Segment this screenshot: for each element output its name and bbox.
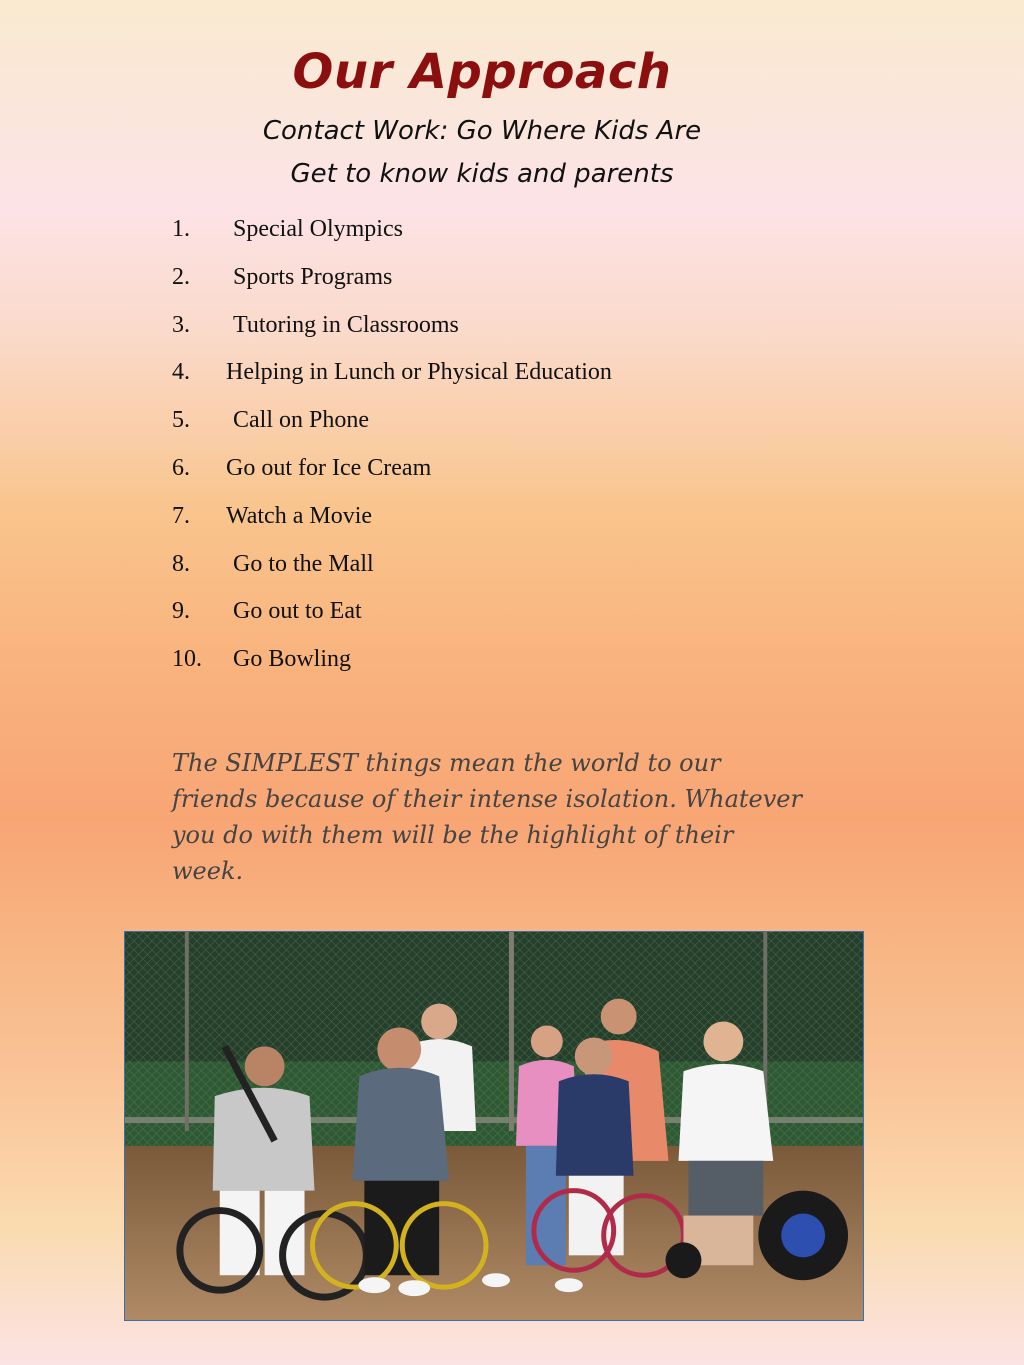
list-number: 8. — [172, 550, 190, 577]
list-label: Go out for Ice Cream — [226, 454, 432, 481]
subtitle-line-2: Get to know kids and parents — [290, 159, 674, 189]
slide-title: Our Approach — [292, 44, 672, 100]
group-photo-illustration — [125, 932, 863, 1320]
list-number: 4. — [172, 359, 190, 386]
closing-note: The SIMPLEST things mean the world to our friends because of their intense isolation. Whatever you do with them will be the highlight of their week. — [172, 749, 802, 885]
list-item — [172, 449, 612, 497]
list-label: Call on Phone — [233, 407, 369, 434]
list-number: 7. — [172, 502, 190, 529]
list-label: Special Olympics — [233, 216, 403, 242]
list-label: Tutoring in Classrooms — [233, 311, 459, 338]
list-item — [172, 258, 612, 306]
subtitle-line-1: Contact Work: Go Where Kids Are — [262, 116, 702, 146]
list-number: 3. — [172, 311, 190, 338]
list-label: Go to the Mall — [233, 550, 374, 577]
list-label: Go out to Eat — [233, 598, 362, 625]
list-item — [172, 401, 612, 449]
list-number: 10. — [172, 646, 202, 673]
list-number: 6. — [172, 454, 190, 481]
list-number: 1. — [172, 216, 190, 242]
list-item — [172, 306, 612, 354]
activity-list — [172, 210, 612, 688]
list-item — [172, 353, 612, 401]
list-item — [172, 640, 612, 688]
list-number: 2. — [172, 263, 190, 290]
list-item — [172, 210, 612, 258]
list-label: Sports Programs — [233, 263, 393, 290]
list-label: Go Bowling — [233, 646, 352, 673]
group-photo — [124, 931, 864, 1321]
list-number: 5. — [172, 407, 190, 434]
list-number: 9. — [172, 598, 190, 625]
list-item — [172, 592, 612, 640]
list-label: Watch a Movie — [226, 502, 373, 529]
list-item — [172, 545, 612, 593]
list-item — [172, 497, 612, 545]
list-label: Helping in Lunch or Physical Education — [226, 359, 612, 386]
